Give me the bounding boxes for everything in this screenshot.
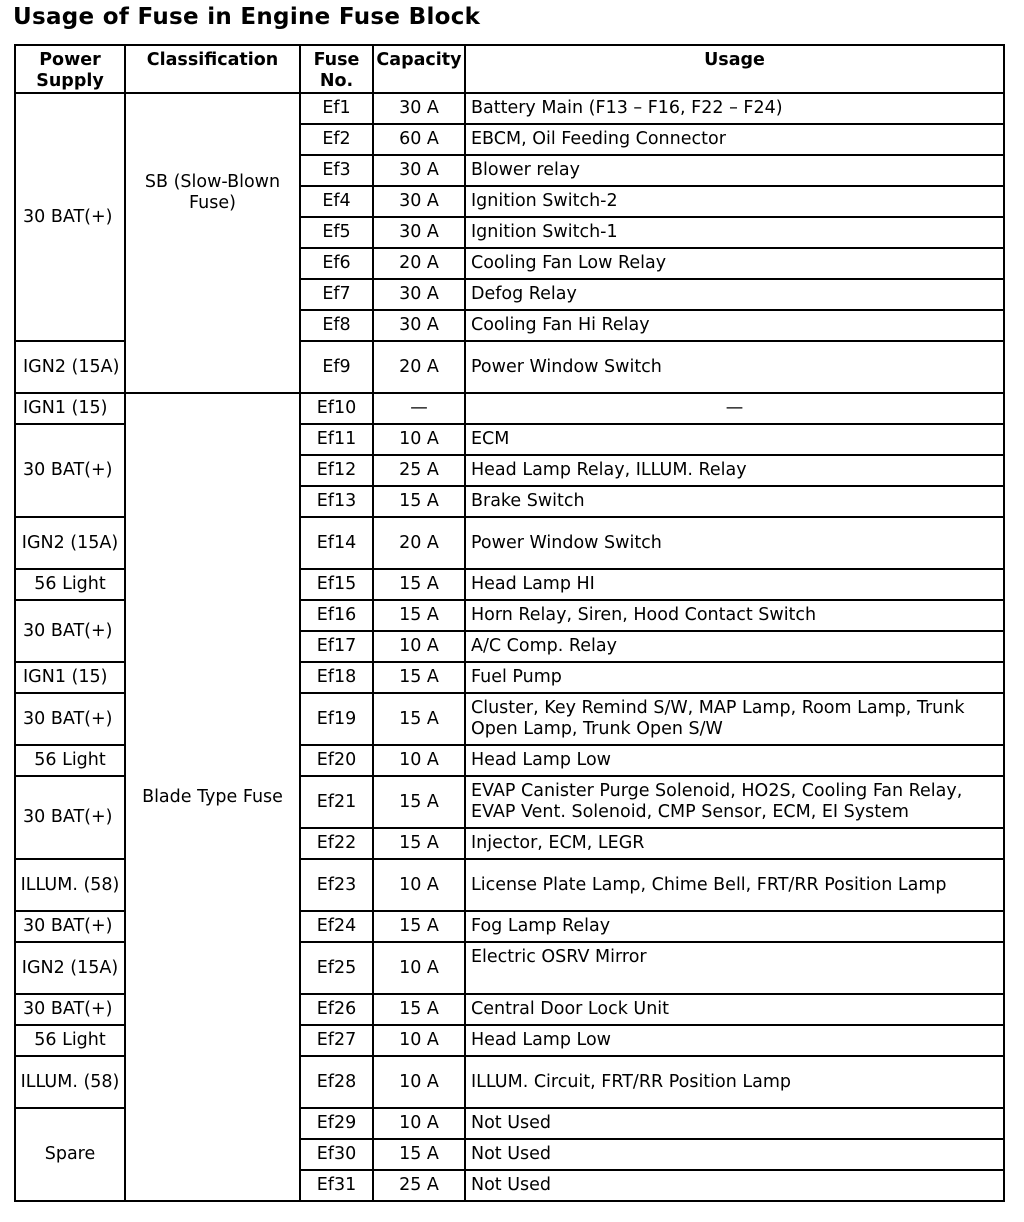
usage-cell: Fog Lamp Relay	[465, 911, 1004, 942]
fuse-number-cell: Ef3	[300, 155, 373, 186]
capacity-cell: 10 A	[373, 745, 465, 776]
capacity-cell: 60 A	[373, 124, 465, 155]
capacity-cell: 10 A	[373, 942, 465, 994]
fuse-number-cell: Ef2	[300, 124, 373, 155]
power-supply-cell: 30 BAT(+)	[15, 600, 125, 662]
capacity-cell: 15 A	[373, 911, 465, 942]
capacity-cell: 15 A	[373, 662, 465, 693]
capacity-cell: 30 A	[373, 186, 465, 217]
fuse-number-cell: Ef30	[300, 1139, 373, 1170]
usage-cell: Horn Relay, Siren, Hood Contact Switch	[465, 600, 1004, 631]
capacity-cell: 30 A	[373, 310, 465, 341]
usage-cell: Electric OSRV Mirror	[465, 942, 1004, 994]
power-supply-cell: 30 BAT(+)	[15, 994, 125, 1025]
usage-cell: Central Door Lock Unit	[465, 994, 1004, 1025]
capacity-cell: 15 A	[373, 1139, 465, 1170]
capacity-cell: 15 A	[373, 486, 465, 517]
fuse-number-cell: Ef28	[300, 1056, 373, 1108]
usage-cell: EBCM, Oil Feeding Connector	[465, 124, 1004, 155]
usage-cell: A/C Comp. Relay	[465, 631, 1004, 662]
header-fuse-no: Fuse No.	[300, 45, 373, 93]
usage-cell: EVAP Canister Purge Solenoid, HO2S, Cooling Fan Relay, EVAP Vent. Solenoid, CMP Sensor, ECM, EI System	[465, 776, 1004, 828]
fuse-number-cell: Ef21	[300, 776, 373, 828]
fuse-number-cell: Ef25	[300, 942, 373, 994]
power-supply-cell: ILLUM. (58)	[15, 859, 125, 911]
capacity-cell: 30 A	[373, 93, 465, 124]
fuse-number-cell: Ef16	[300, 600, 373, 631]
capacity-cell: 25 A	[373, 1170, 465, 1201]
fuse-number-cell: Ef22	[300, 828, 373, 859]
fuse-number-cell: Ef15	[300, 569, 373, 600]
capacity-cell: 30 A	[373, 279, 465, 310]
usage-cell: Not Used	[465, 1139, 1004, 1170]
power-supply-cell: IGN2 (15A)	[15, 341, 125, 393]
power-supply-cell: IGN1 (15)	[15, 393, 125, 424]
usage-cell: Cluster, Key Remind S/W, MAP Lamp, Room Lamp, Trunk Open Lamp, Trunk Open S/W	[465, 693, 1004, 745]
usage-cell: ILLUM. Circuit, FRT/RR Position Lamp	[465, 1056, 1004, 1108]
usage-cell: Head Lamp Low	[465, 1025, 1004, 1056]
capacity-cell: 30 A	[373, 155, 465, 186]
fuse-number-cell: Ef14	[300, 517, 373, 569]
capacity-cell: 10 A	[373, 1025, 465, 1056]
capacity-cell: 20 A	[373, 517, 465, 569]
capacity-cell: 10 A	[373, 631, 465, 662]
capacity-cell: 15 A	[373, 600, 465, 631]
fuse-row	[15, 93, 1004, 124]
usage-cell: Blower relay	[465, 155, 1004, 186]
capacity-cell: 15 A	[373, 994, 465, 1025]
power-supply-cell: IGN2 (15A)	[15, 517, 125, 569]
fuse-number-cell: Ef7	[300, 279, 373, 310]
capacity-cell: 30 A	[373, 217, 465, 248]
power-supply-cell: 56 Light	[15, 569, 125, 600]
fuse-table-body	[15, 93, 1004, 1201]
classification-cell: Blade Type Fuse	[125, 393, 300, 1201]
usage-cell: Head Lamp Low	[465, 745, 1004, 776]
usage-cell: Brake Switch	[465, 486, 1004, 517]
capacity-cell: 15 A	[373, 693, 465, 745]
fuse-number-cell: Ef12	[300, 455, 373, 486]
usage-cell: Injector, ECM, LEGR	[465, 828, 1004, 859]
usage-cell: Ignition Switch-2	[465, 186, 1004, 217]
usage-cell: —	[465, 393, 1004, 424]
usage-cell: Ignition Switch-1	[465, 217, 1004, 248]
fuse-number-cell: Ef24	[300, 911, 373, 942]
header-classification: Classification	[125, 45, 300, 93]
fuse-number-cell: Ef23	[300, 859, 373, 911]
usage-cell: ECM	[465, 424, 1004, 455]
fuse-number-cell: Ef6	[300, 248, 373, 279]
capacity-cell: —	[373, 393, 465, 424]
usage-cell: Battery Main (F13 – F16, F22 – F24)	[465, 93, 1004, 124]
capacity-cell: 10 A	[373, 859, 465, 911]
power-supply-cell: Spare	[15, 1108, 125, 1201]
fuse-number-cell: Ef20	[300, 745, 373, 776]
capacity-cell: 15 A	[373, 828, 465, 859]
fuse-number-cell: Ef13	[300, 486, 373, 517]
power-supply-cell: 30 BAT(+)	[15, 911, 125, 942]
header-row	[15, 45, 1004, 93]
fuse-number-cell: Ef4	[300, 186, 373, 217]
power-supply-cell: IGN1 (15)	[15, 662, 125, 693]
capacity-cell: 15 A	[373, 776, 465, 828]
power-supply-cell: ILLUM. (58)	[15, 1056, 125, 1108]
capacity-cell: 10 A	[373, 1108, 465, 1139]
capacity-cell: 15 A	[373, 569, 465, 600]
fuse-table	[14, 44, 1005, 1202]
classification-cell: SB (Slow-Blown Fuse)	[125, 93, 300, 393]
fuse-number-cell: Ef18	[300, 662, 373, 693]
fuse-number-cell: Ef17	[300, 631, 373, 662]
fuse-number-cell: Ef27	[300, 1025, 373, 1056]
header-usage: Usage	[465, 45, 1004, 93]
fuse-number-cell: Ef26	[300, 994, 373, 1025]
fuse-number-cell: Ef8	[300, 310, 373, 341]
fuse-number-cell: Ef11	[300, 424, 373, 455]
header-capacity: Capacity	[373, 45, 465, 93]
power-supply-cell: 56 Light	[15, 1025, 125, 1056]
usage-cell: Power Window Switch	[465, 517, 1004, 569]
usage-cell: Cooling Fan Hi Relay	[465, 310, 1004, 341]
usage-cell: Fuel Pump	[465, 662, 1004, 693]
fuse-number-cell: Ef9	[300, 341, 373, 393]
power-supply-cell: 30 BAT(+)	[15, 424, 125, 517]
page-title: Usage of Fuse in Engine Fuse Block	[13, 4, 481, 30]
capacity-cell: 20 A	[373, 248, 465, 279]
capacity-cell: 10 A	[373, 1056, 465, 1108]
capacity-cell: 20 A	[373, 341, 465, 393]
usage-cell: Head Lamp HI	[465, 569, 1004, 600]
fuse-number-cell: Ef5	[300, 217, 373, 248]
capacity-cell: 25 A	[373, 455, 465, 486]
power-supply-cell: IGN2 (15A)	[15, 942, 125, 994]
fuse-number-cell: Ef31	[300, 1170, 373, 1201]
usage-cell: Defog Relay	[465, 279, 1004, 310]
fuse-number-cell: Ef29	[300, 1108, 373, 1139]
fuse-row	[15, 393, 1004, 424]
power-supply-cell: 30 BAT(+)	[15, 93, 125, 341]
fuse-number-cell: Ef19	[300, 693, 373, 745]
header-power-supply: Power Supply	[15, 45, 125, 93]
power-supply-cell: 30 BAT(+)	[15, 693, 125, 745]
fuse-number-cell: Ef10	[300, 393, 373, 424]
usage-cell: Not Used	[465, 1170, 1004, 1201]
usage-cell: Not Used	[465, 1108, 1004, 1139]
usage-cell: Power Window Switch	[465, 341, 1004, 393]
power-supply-cell: 30 BAT(+)	[15, 776, 125, 859]
power-supply-cell: 56 Light	[15, 745, 125, 776]
usage-cell: Head Lamp Relay, ILLUM. Relay	[465, 455, 1004, 486]
usage-cell: License Plate Lamp, Chime Bell, FRT/RR Position Lamp	[465, 859, 1004, 911]
capacity-cell: 10 A	[373, 424, 465, 455]
usage-cell: Cooling Fan Low Relay	[465, 248, 1004, 279]
fuse-number-cell: Ef1	[300, 93, 373, 124]
